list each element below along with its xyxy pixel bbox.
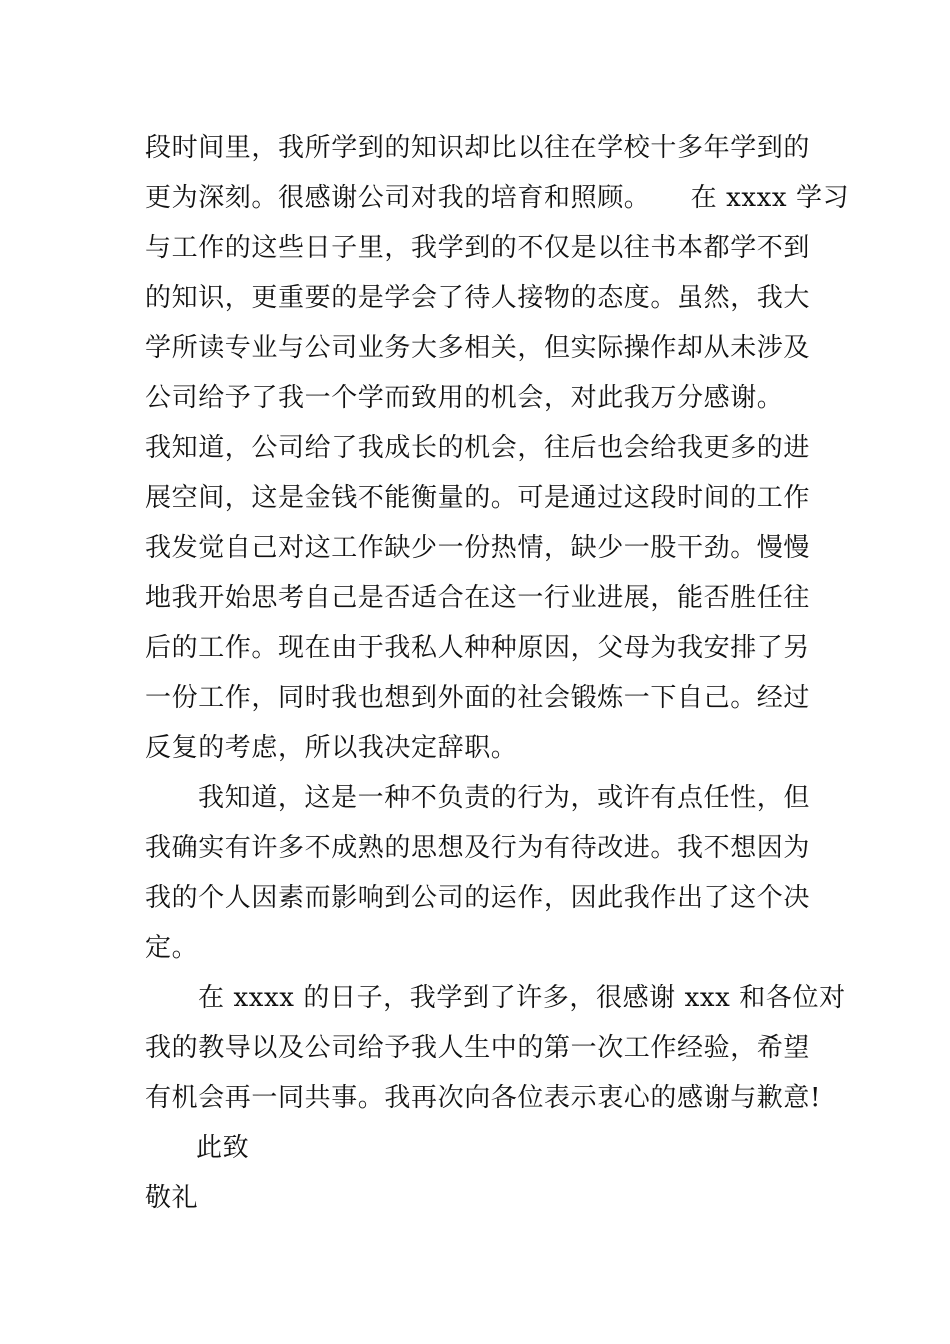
body-line: 公司给予了我一个学而致用的机会，对此我万分感谢。 <box>145 383 784 413</box>
body-line: 我发觉自己对这工作缺少一份热情，缺少一股干劲。慢慢 <box>145 533 811 563</box>
body-line: 有机会再一同共事。我再次向各位表示衷心的感谢与歉意! <box>145 1083 822 1113</box>
body-line: 我确实有许多不成熟的思想及行为有待改进。我不想因为 <box>145 833 811 863</box>
body-line: 我知道，公司给了我成长的机会，往后也会给我更多的进 <box>145 433 811 463</box>
paragraph-first-line: 在 xxxx 的日子，我学到了许多，很感谢 xxx 和各位对 <box>198 983 846 1013</box>
body-line: 学所读专业与公司业务大多相关，但实际操作却从未涉及 <box>145 333 811 363</box>
body-line: 地我开始思考自己是否适合在这一行业进展，能否胜任往 <box>145 583 811 613</box>
body-line: 一份工作，同时我也想到外面的社会锻炼一下自己。经过 <box>145 683 811 713</box>
body-line: 与工作的这些日子里，我学到的不仅是以往书本都学不到 <box>145 233 811 263</box>
closing-salutation: 此致 <box>196 1133 250 1163</box>
body-line: 的知识，更重要的是学会了待人接物的态度。虽然，我大 <box>145 283 811 313</box>
body-line: 更为深刻。很感谢公司对我的培育和照顾。 在 xxxx 学习 <box>145 183 850 213</box>
body-line: 反复的考虑，所以我决定辞职。 <box>145 733 518 763</box>
closing-regards: 敬礼 <box>145 1183 199 1213</box>
body-line: 我的个人因素而影响到公司的运作，因此我作出了这个决 <box>145 883 811 913</box>
paragraph-first-line: 我知道，这是一种不负责的行为，或许有点任性，但 <box>198 783 810 813</box>
body-line: 段时间里，我所学到的知识却比以往在学校十多年学到的 <box>145 133 811 163</box>
body-line: 我的教导以及公司给予我人生中的第一次工作经验，希望 <box>145 1033 811 1063</box>
body-line: 定。 <box>145 933 199 963</box>
body-line: 展空间，这是金钱不能衡量的。可是通过这段时间的工作 <box>145 483 811 513</box>
body-line: 后的工作。现在由于我私人种种原因，父母为我安排了另 <box>145 633 811 663</box>
